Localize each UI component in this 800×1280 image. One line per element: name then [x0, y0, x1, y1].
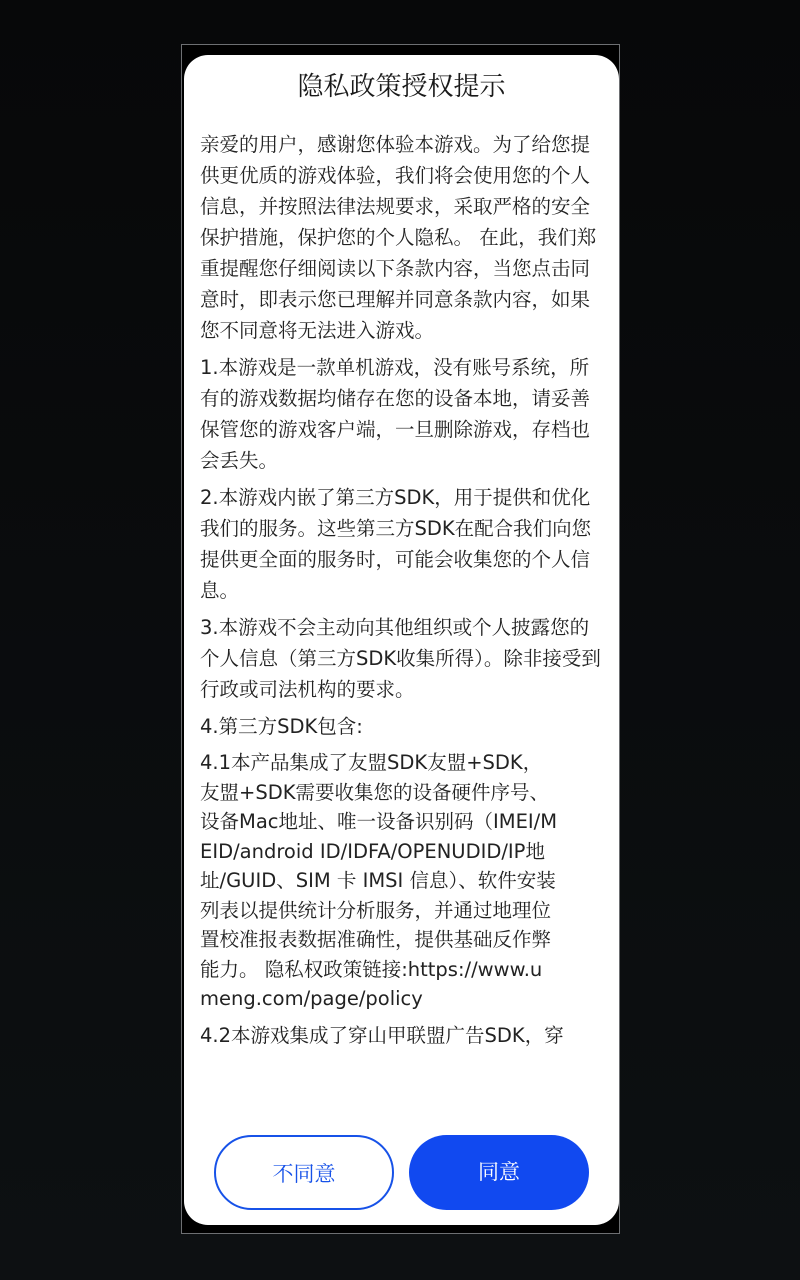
- policy-content[interactable]: [200, 129, 603, 1067]
- disagree-button[interactable]: 不同意: [214, 1135, 394, 1210]
- agree-button[interactable]: 同意: [409, 1135, 589, 1210]
- policy-paragraph-4: 4.第三方SDK包含:: [200, 715, 363, 738]
- dialog-title: 隐私政策授权提示: [297, 72, 506, 102]
- policy-paragraph-intro: 亲爱的用户，感谢您体验本游戏。为了给您提供更优质的游戏体验，我们将会使用您的个人信息，并按照法律法规要求，采取严格的安全保护措施，保护您的个人隐私。 在此，我们郑重提醒您仔细阅读以下条款内容，当您点击同意时，即表示您已理解并同意条款内容，如果您不同意将无法进入游戏。: [200, 133, 597, 342]
- policy-paragraph-4-1: 4.1本产品集成了友盟SDK友盟+SDK，友盟+SDK需要收集您的设备硬件序号、设备Mac地址、唯一设备识别码（IMEI/MEID/android ID/IDFA/OPENUDID/IP地址/GUID、SIM 卡 IMSI 信息）、软件安装列表以提供统计分析服务，并通过地理位置校准报表数据准确性，提供基础反作弊能力。 隐私权政策链接:https://www.umeng.com/page/policy: [200, 751, 558, 1010]
- privacy-dialog: [184, 55, 619, 1225]
- policy-paragraph-4-2: 4.2本游戏集成了穿山甲联盟广告SDK，穿: [200, 1023, 564, 1047]
- policy-paragraph-1: 1.本游戏是一款单机游戏，没有账号系统，所有的游戏数据均储存在您的设备本地，请妥善保管您的游戏客户端，一旦删除游戏，存档也会丢失。: [200, 356, 591, 472]
- dialog-buttons: [184, 1135, 619, 1211]
- policy-paragraph-3: 3.本游戏不会主动向其他组织或个人披露您的个人信息（第三方SDK收集所得）。除非接受到行政或司法机构的要求。: [200, 616, 601, 701]
- policy-paragraph-2: 2.本游戏内嵌了第三方SDK，用于提供和优化我们的服务。这些第三方SDK在配合我们向您提供更全面的服务时，可能会收集您的个人信息。: [200, 486, 592, 602]
